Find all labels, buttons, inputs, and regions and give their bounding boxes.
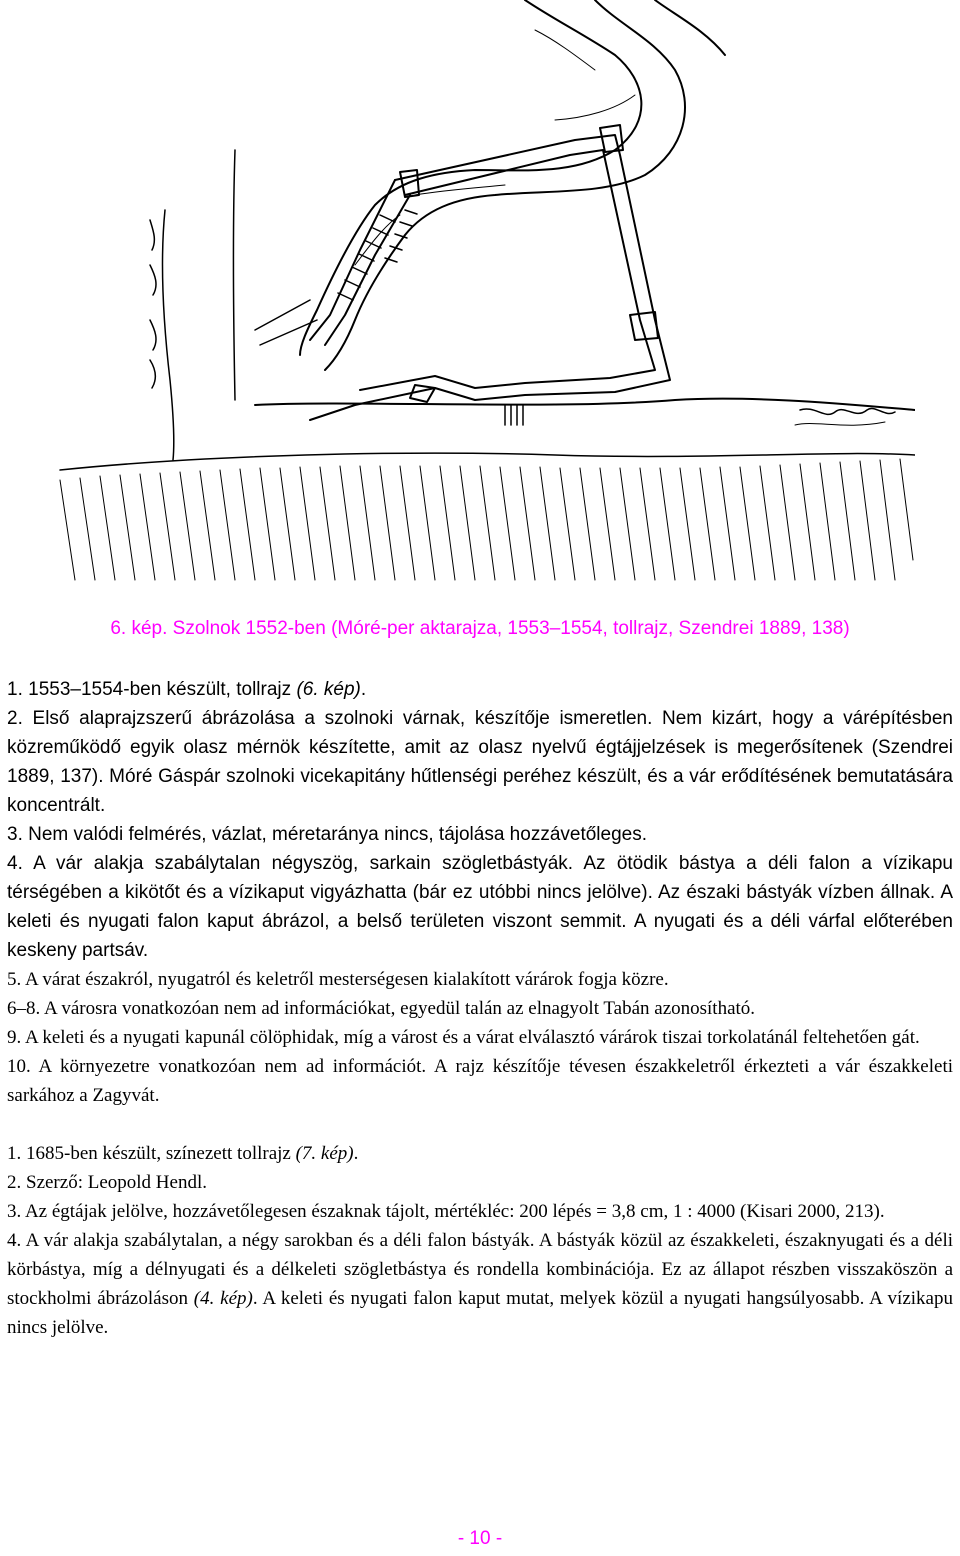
page-number: - 10 -	[457, 1528, 503, 1549]
list-item: 3. Az égtájak jelölve, hozzávetőlegesen északnak tájolt, mértékléc: 200 lépés = 3,8 cm, 1 : 4000 (Kisari 2000, 213).	[7, 1201, 885, 1222]
list-item: 9. A keleti és a nyugati kapunál cölöphidak, míg a várost és a várat elválasztó várárok tiszai torkolatánál feltehetően gát.	[7, 1027, 920, 1048]
list-item: 1. 1553–1554-ben készült, tollrajz (6. kép).	[7, 679, 367, 700]
figure-reference: (4. kép)	[193, 1288, 253, 1309]
figure-caption: 6. kép. Szolnok 1552-ben (Móré-per aktarajza, 1553–1554, tollrajz, Szendrei 1889, 138)	[110, 618, 850, 639]
castle-sketch-map	[55, 0, 915, 590]
body-text	[7, 675, 953, 1342]
list-item: 4. A vár alakja szabálytalan négyszög, sarkain szögletbástyák. Az ötödik bástya a déli falon a vízikapu térségében a kikötőt és a vízikaput vigyázhatta (bár ez utóbbi nincs jelölve). Az északi bástyák vízben állnak. A keleti és nyugati falon kaput ábrázol, a belső területen viszont semmit. A nyugati és a déli várfal előterében keskeny partsáv.	[7, 853, 953, 961]
list-item: 4. A vár alakja szabálytalan, a négy sarokban és a déli falon bástyák. A bástyák közül az északkeleti, északnyugati és a déli körbástya, míg a délnyugati és a délkeleti szögletbástya és rondella kombinációja. Ez az állapot részben visszaköszön a stockholmi ábrázoláson (4. kép). A keleti és nyugati falon kaput mutat, melyek közül a nyugati hangsúlyosabb. A vízikapu nincs jelölve.	[7, 1230, 953, 1338]
list-item: 5. A várat északról, nyugatról és keletről mesterségesen kialakított várárok fogja közre.	[7, 969, 669, 990]
list-item: 2. Szerző: Leopold Hendl.	[7, 1172, 207, 1193]
list-item: 1. 1685-ben készült, színezett tollrajz (7. kép).	[7, 1143, 359, 1164]
list-item: 6–8. A városra vonatkozóan nem ad információkat, egyedül talán az elnagyolt Tabán azonosítható.	[7, 998, 756, 1019]
list-item: 10. A környezetre vonatkozóan nem ad információt. A rajz készítője tévesen északkeletről érkezteti a vár északkeleti sarkához a Zagyvát.	[7, 1056, 953, 1106]
list-item: 2. Első alaprajzszerű ábrázolása a szolnoki várnak, készítője ismeretlen. Nem kizárt, hogy a várépítésben közreműködő egyik olasz mérnök készítette, amit az olasz nyelvű égtájjelzések is megerősítenek (Szendrei 1889, 137). Móré Gáspár szolnoki vicekapitány hűtlenségi peréhez készült, és a vár erődítésének bemutatására koncentrált.	[7, 708, 953, 816]
figure-reference: (6. kép)	[296, 679, 361, 700]
list-item: 3. Nem valódi felmérés, vázlat, méretaránya nincs, tájolása hozzávetőleges.	[7, 824, 647, 845]
figure-reference: (7. kép)	[295, 1143, 354, 1164]
